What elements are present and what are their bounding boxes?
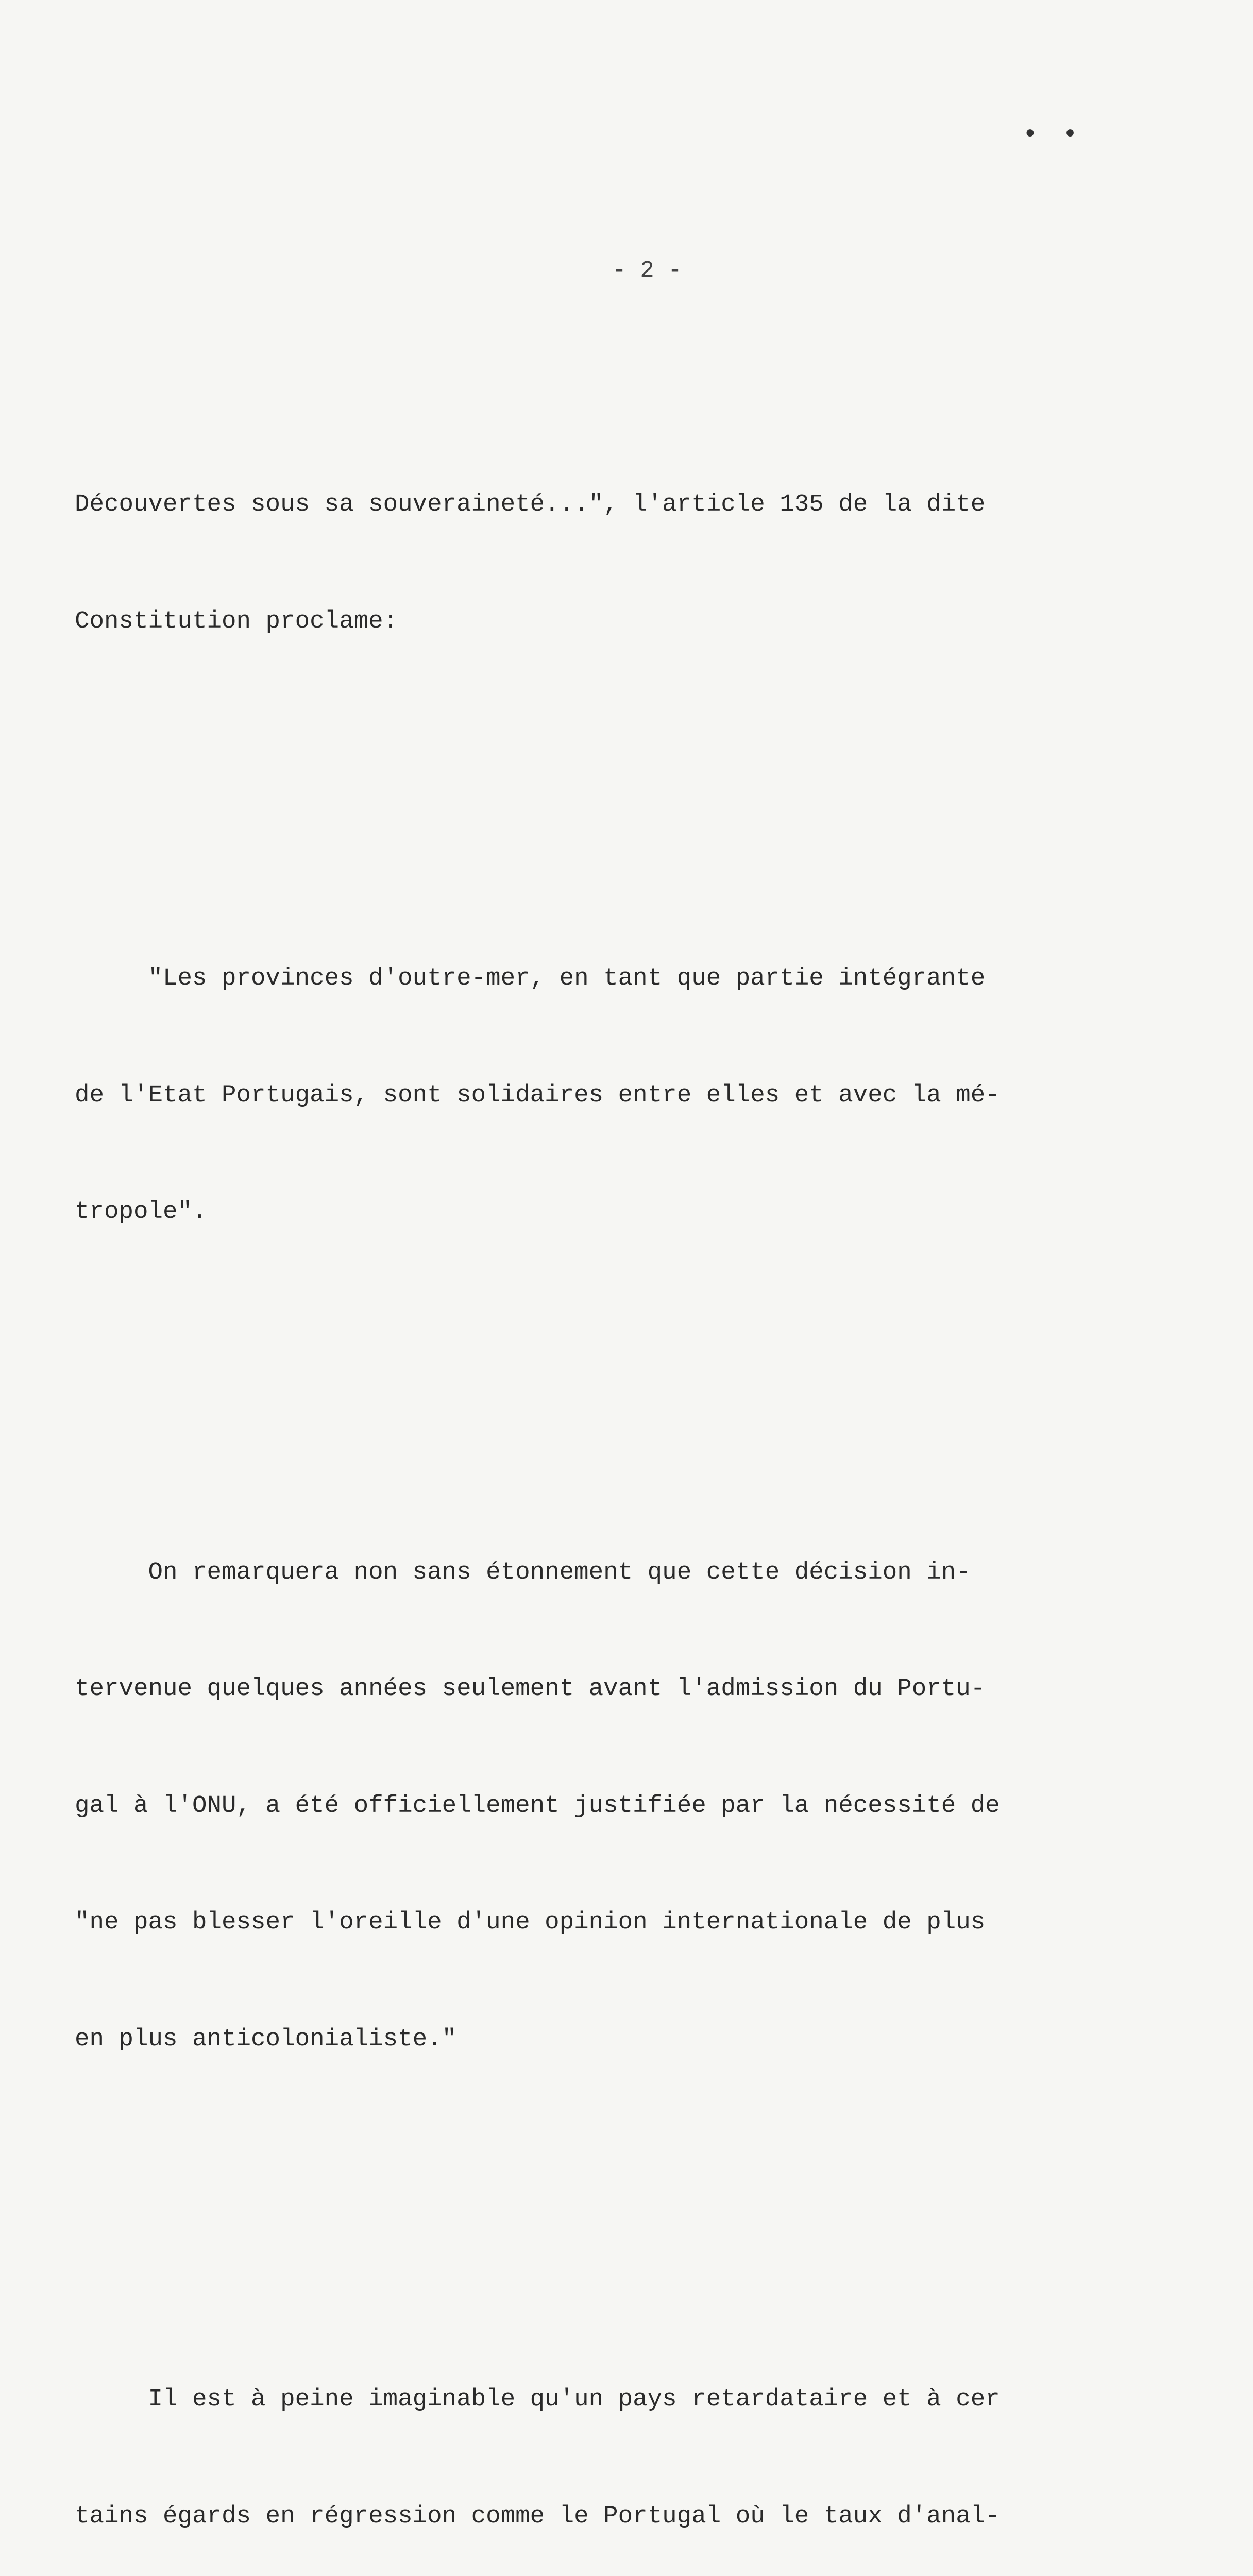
- text-line: tervenue quelques années seulement avant l'admission du Portu-: [75, 1675, 986, 1703]
- paragraph: [75, 2302, 1118, 2576]
- text-line: Découvertes sous sa souveraineté...", l'article 135 de la dite: [75, 490, 986, 518]
- text-line: "Les provinces d'outre-mer, en tant que partie intégrante: [75, 964, 986, 992]
- body-text: [75, 330, 1118, 2576]
- paragraph: [75, 882, 1118, 1310]
- corner-mark: • •: [1023, 121, 1083, 149]
- text-line: Il est à peine imaginable qu'un pays retardataire et à cer: [75, 2385, 1000, 2413]
- text-line: de l'Etat Portugais, sont solidaires entre elles et avec la mé-: [75, 1081, 1000, 1109]
- paragraph: [75, 1476, 1118, 2137]
- text-line: Constitution proclame:: [75, 607, 398, 635]
- text-line: On remarquera non sans étonnement que cette décision in-: [75, 1558, 971, 1586]
- paragraph: [75, 408, 1118, 719]
- text-line: en plus anticolonialiste.": [75, 2025, 457, 2053]
- text-line: tains égards en régression comme le Portugal où le taux d'anal-: [75, 2502, 1000, 2530]
- page-number: - 2 -: [612, 258, 682, 284]
- text-line: tropole".: [75, 1198, 207, 1226]
- text-line: gal à l'ONU, a été officiellement justifiée par la nécessité de: [75, 1791, 1000, 1820]
- text-line: "ne pas blesser l'oreille d'une opinion internationale de plus: [75, 1908, 986, 1936]
